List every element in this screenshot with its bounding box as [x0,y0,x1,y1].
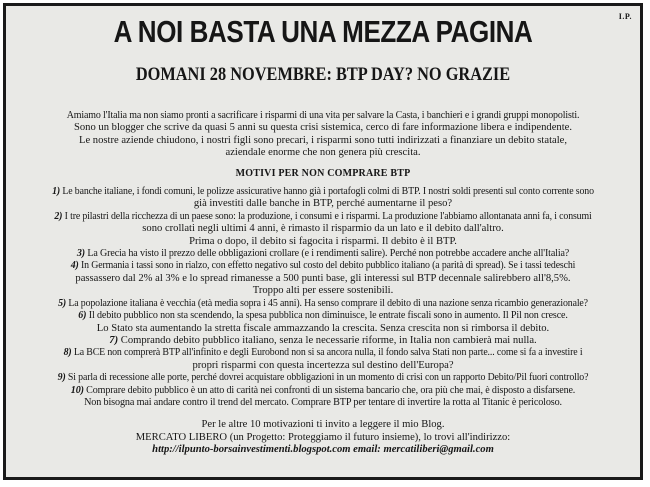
corner-mark: I.P. [618,12,632,21]
reason-text: Prima o dopo, il debito si fagocita i risparmi. Il debito è il BTP. [189,235,457,247]
reason-item [10,372,636,384]
footer [10,419,636,456]
reason-text: I tre pilastri della ricchezza di un paese sono: la produzione, i consumi e i risparmi. La produzione l'abbiamo allontanata anni fa, i consumi [64,210,592,222]
reason-item [10,310,636,335]
reason-text: propri risparmi con questa incertezza sul destino dell'Europa? [192,359,454,371]
intro-line: Le nostre aziende chiudono, i nostri figli sono precari, i risparmi sono tutti indirizzati a finanziare un debito statale, [78,134,568,146]
reason-number: 10) [70,384,84,396]
reason-item [10,248,636,260]
reason-number: 2) [54,210,63,222]
reason-text: Il debito pubblico non sta scendendo, la spesa pubblica non diminuisce, le entrate fiscali sono in aumento. Il Pil non cresce. [88,310,568,322]
reason-text: già investiti dalle banche in BTP, perché aumentarne il peso? [193,198,453,210]
reason-number: 8) [63,347,72,359]
reason-item [10,211,636,248]
intro-paragraph [10,110,636,160]
reason-item [10,260,636,297]
reason-number: 1) [52,186,61,198]
footer-line: MERCATO LIBERO (un Progetto: Proteggiamo il futuro insieme), lo trovi all'indirizzo: [135,431,511,443]
reason-text: Lo Stato sta aumentando la stretta fiscale ammazzando la crescita. Senza crescita non si rimborsa il debito. [96,322,550,334]
reason-text: Troppo alti per essere sostenibili. [252,285,394,297]
reason-text: Comprando debito pubblico italiano, senza le necessarie riforme, in Italia non cambierà mai nulla. [120,334,537,346]
reason-number: 6) [78,310,87,322]
reason-text: sono crollati negli ultimi 4 anni, è rimasto il risparmio da un lato e il debito dall'altro. [142,223,504,235]
reason-item [10,298,636,310]
reason-item [10,347,636,372]
reason-number: 4) [70,260,79,272]
reason-item [10,385,636,410]
reason-text: Non bisogna mai andare contro il trend del mercato. Comprare BTP per tentare di invertire la rotta al Titanic è pericoloso. [84,396,562,408]
reason-text: Si parla di recessione alle porte, perché dovrei acquistare obbligazioni in un momento di crisi con un rapporto Debito/Pil fuori controllo? [67,372,589,384]
reasons-list [10,186,636,409]
reason-text: In Germania i tassi sono in rialzo, con effetto negativo sul costo del debito pubblico italiano (a parità di spread). Se i tassi tedeschi [80,260,576,272]
reason-number: 7) [109,334,119,346]
reason-number: 3) [76,248,85,260]
reason-text: Le banche italiane, i fondi comuni, le polizze assicurative hanno già i portafogli colmi di BTP. I nostri soldi presenti sul conto corrente sono [62,186,594,198]
page-subheadline: DOMANI 28 NOVEMBRE: BTP DAY? NO GRAZIE [135,64,511,85]
reason-item [10,335,636,347]
page-headline: A NOI BASTA UNA MEZZA PAGINA [113,14,533,49]
blog-link[interactable]: http://ilpunto-borsainvestimenti.blogspot.com email: mercatiliberi@gmail.com [152,444,494,456]
intro-line: Amiamo l'Italia ma non siamo pronti a sacrificare i risparmi di una vita per salvare la Casta, i banchieri e i grandi gruppi monopolisti. [66,110,580,121]
footer-line: Per le altre 10 motivazioni ti invito a leggere il mio Blog. [201,419,445,431]
reason-text: La Grecia ha visto il prezzo delle obbligazioni crollare (e i rendimenti salire). Perché non potrebbe accadere anche all'Italia? [87,248,570,260]
reason-text: Comprare debito pubblico è un atto di carità nei confronti di un sistema bancario che, ora più che mai, è disposto a disfarsene. [86,384,576,396]
body-text [10,110,636,457]
advertisement-page [3,3,643,480]
reason-item [10,186,636,211]
section-title: MOTIVI PER NON COMPRARE BTP [235,167,411,179]
reason-text: La BCE non comprerà BTP all'infinito e degli Eurobond non si sa ancora nulla, il fondo salva Stati non parte... come si fa a investire i [73,347,583,359]
reason-number: 5) [58,297,67,309]
reason-number: 9) [57,372,66,384]
reason-text: passassero dal 2% al 3% e lo spread rimanesse a 500 punti base, gli interessi sul BTP decennale salirebbero all'8,5%. [75,272,571,284]
reason-text: La popolazione italiana è vecchia (età media sopra i 45 anni). Ha senso comprare il debito di una nazione senza ricambio generazionale? [68,297,588,309]
intro-line: aziendale enorme che non genera più crescita. [225,147,421,159]
intro-line: Sono un blogger che scrive da quasi 5 anni su questa crisi sistemica, cerco di fare informazione libera e indipendente. [73,122,573,134]
